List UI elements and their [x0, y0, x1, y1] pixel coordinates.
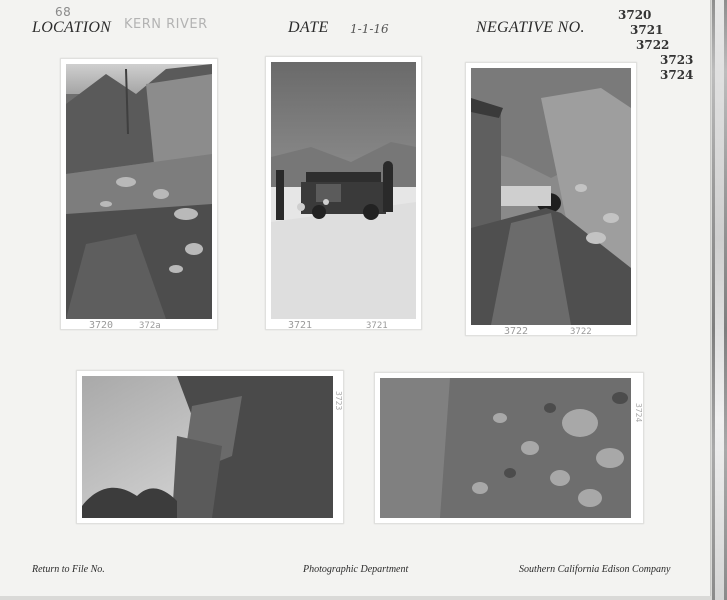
date-value: 1-1-16	[350, 22, 389, 36]
photo-caption: 3720	[89, 320, 114, 331]
date-label: DATE	[288, 19, 329, 36]
location-value: KERN RIVER	[124, 17, 208, 32]
negative-number: 3721	[630, 23, 664, 37]
scan-edge-strip	[712, 0, 727, 600]
photo-caption: 3721	[288, 320, 313, 331]
photo-caption-secondary: 372a	[139, 321, 161, 331]
photo-3723	[76, 370, 344, 524]
footer-company: Southern California Edison Company	[519, 564, 671, 575]
negative-number: 3720	[618, 8, 652, 22]
photo-3721	[265, 56, 422, 330]
corner-mark: 68	[55, 5, 72, 19]
photo-caption-secondary: 3722	[570, 327, 592, 337]
photo-3724	[374, 372, 644, 524]
photo-image	[271, 62, 416, 319]
footer-return-label: Return to File No.	[32, 564, 105, 575]
photo-image	[66, 64, 212, 319]
photo-3722	[465, 62, 637, 336]
negative-number: 3722	[636, 38, 670, 52]
footer-department: Photographic Department	[303, 564, 409, 575]
photo-caption: 3724	[634, 403, 643, 423]
negative-number: 3723	[660, 53, 694, 67]
car-shape	[297, 172, 386, 220]
photo-caption: 3723	[334, 391, 343, 411]
photo-image	[471, 68, 631, 325]
photo-caption-secondary: 3721	[366, 321, 388, 331]
negative-label: NEGATIVE NO.	[476, 19, 585, 36]
photo-caption: 3722	[504, 326, 529, 337]
location-label: LOCATION	[32, 19, 112, 36]
photo-image	[380, 378, 631, 518]
photo-image	[82, 376, 333, 518]
photo-3720	[60, 58, 218, 330]
negative-number: 3724	[660, 68, 694, 82]
